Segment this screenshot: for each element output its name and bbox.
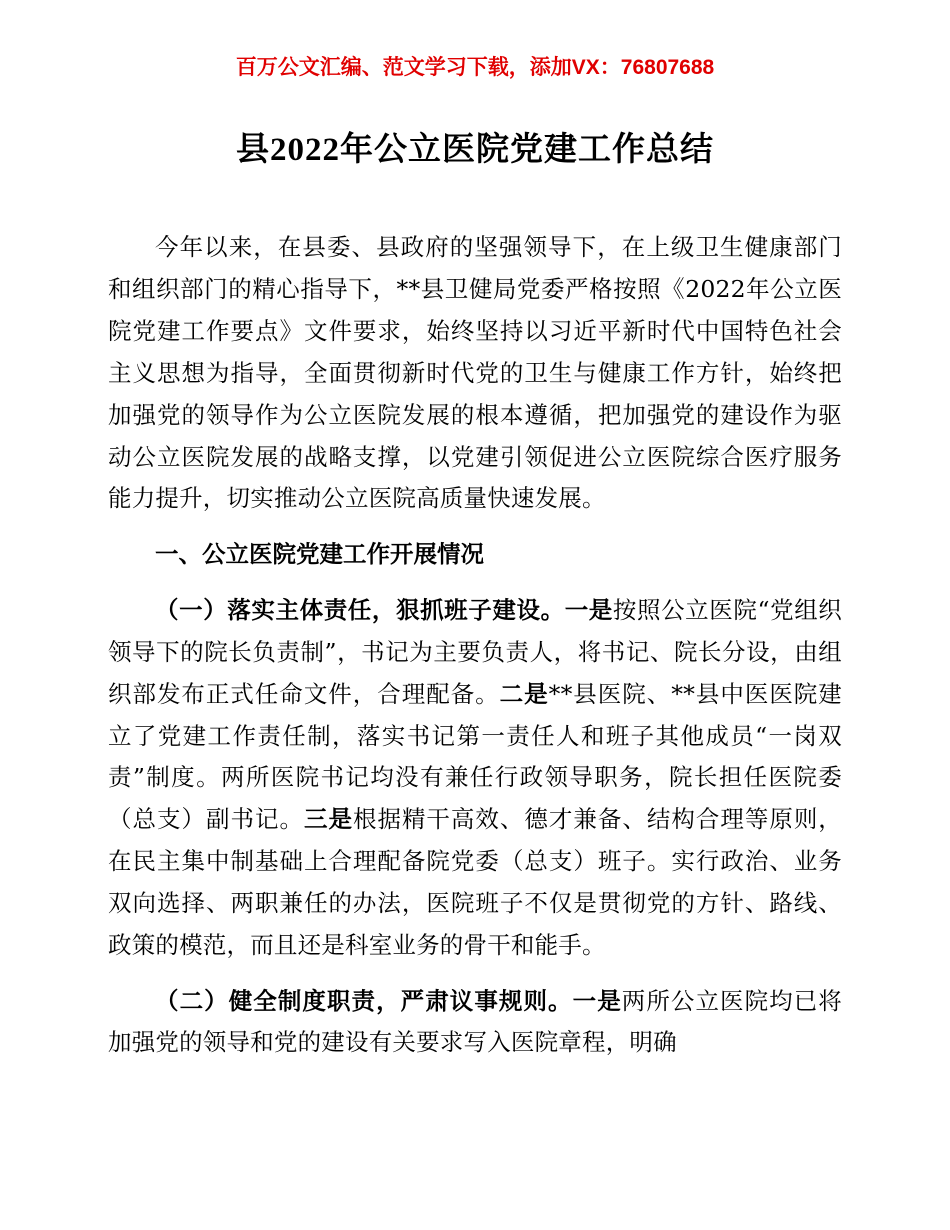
- subsection-1-text-1: 按照公立医院“党组织领导下的院长负责制”，书记为主要负责人，将书记、院长分设，由组织部发布正式任命文件，合理配备。: [108, 596, 842, 708]
- page-title: 县2022年公立医院党建工作总结: [236, 132, 714, 169]
- subsection-1-text-2: **县医院、**县中医医院建立了党建工作责任制，落实书记第一责任人和班子其他成员“一岗双责”制度。两所医院书记均没有兼任行政领导职务，院长担任医院委（总支）副书记。: [108, 679, 842, 834]
- document-body: [108, 227, 842, 1064]
- section-heading-1: 一、公立医院党建工作开展情况: [155, 540, 484, 569]
- subsection-2-text-1: 两所公立医院均已将加强党的领导和党的建设有关要求写入医院章程，明确: [108, 986, 842, 1057]
- subsection-2-marker-1: 一是: [572, 986, 622, 1015]
- subsection-1-lead: （一）落实主体责任，狠抓班子建设。: [155, 596, 565, 625]
- subsection-1-marker-1: 一是: [564, 596, 613, 625]
- subsection-1-paragraph: [108, 590, 842, 966]
- paragraph-intro: 今年以来，在县委、县政府的坚强领导下，在上级卫生健康部门和组织部门的精心指导下，**县卫健局党委严格按照《2022年公立医院党建工作要点》文件要求，始终坚持以习近平新时代中国特色社会主义思想为指导，全面贯彻新时代党的卫生与健康工作方针，始终把加强党的领导作为公立医院发展的根本遵循，把加强党的建设作为驱动公立医院发展的战略支撑，以党建引领促进公立医院综合医疗服务能力提升，切实推动公立医院高质量快速发展。: [108, 233, 842, 513]
- subsection-1-text-3: 根据精干高效、德才兼备、结构合理等原则，在民主集中制基础上合理配备院党委（总支）班子。实行政治、业务双向选择、两职兼任的办法，医院班子不仅是贯彻党的方针、路线、政策的模范，而且还是科室业务的骨干和能手。: [108, 805, 843, 959]
- subsection-1-marker-2: 二是: [499, 679, 549, 708]
- promo-banner: 百万公文汇编、范文学习下载，添加VX：76807688: [235, 56, 715, 79]
- subsection-2-lead: （二）健全制度职责，严肃议事规则。: [155, 986, 573, 1015]
- subsection-1-marker-3: 三是: [303, 805, 353, 834]
- subsection-2-paragraph: [108, 981, 842, 1065]
